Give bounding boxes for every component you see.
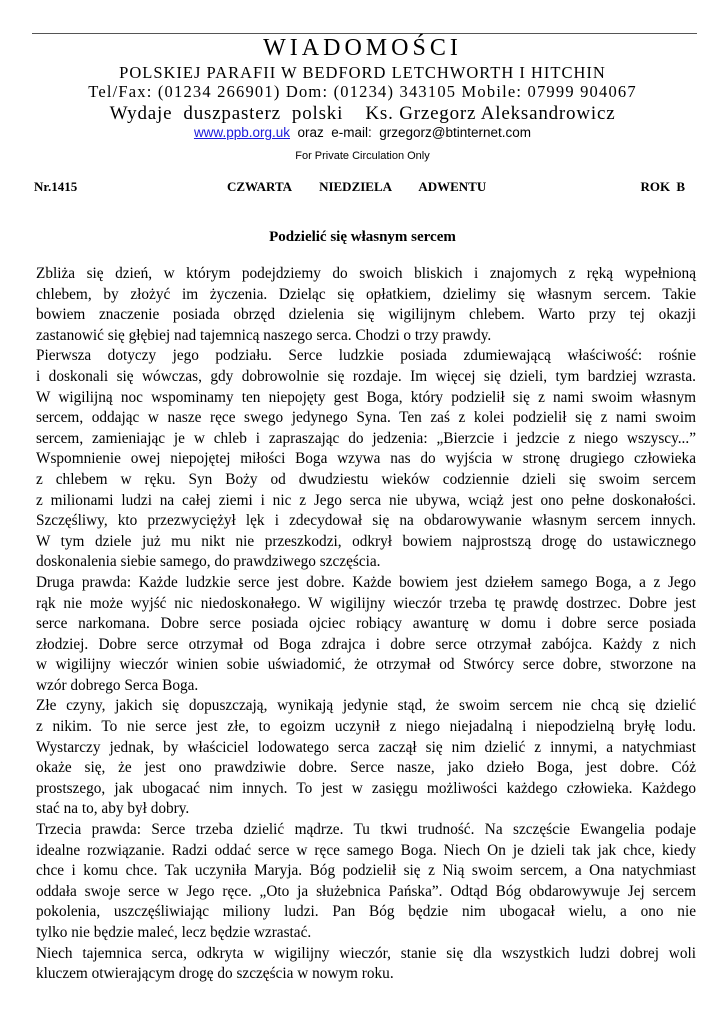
article-line: Druga prawda: Każde ludzkie serce jest dobre. Każde bowiem jest dziełem samego Boga, a z Jego	[36, 573, 696, 591]
article-line: bowiem znaczenie posiada obrzęd dzielenia się wigilijnym chlebem. Warto przy tej okazji	[36, 306, 696, 324]
article-line: idealne rozwiązanie. Radzi oddać serce w ręce samego Boga. Niech On je dzieli tak jak chce, kiedy	[36, 841, 696, 859]
article-line: Trzecia prawda: Serce trzeba dzielić mądrze. Tu tkwi trudność. Na szczęście Ewangelia podaje	[36, 821, 696, 839]
article-line: Pierwsza dotyczy jego podziału. Serce ludzkie posiada zdumiewającą właściwość: rośnie	[36, 347, 696, 365]
article-line: w wigilijny wieczór winien sobie uświadomić, że otrzymał od Stwórcy serce dobre, stworzone na	[36, 656, 696, 674]
contact-line: Tel/Fax: (01234 266901) Dom: (01234) 343105 Mobile: 07999 904067	[88, 82, 637, 101]
article-line: doskonalenia siebie samego, do prawdziwego szczęścia.	[36, 553, 381, 571]
header-rule	[32, 33, 697, 34]
article-line: kluczem otwierającym drogę do szczęścia w nowym roku.	[36, 965, 394, 983]
article-line: tylko nie będzie maleć, lecz będzie wzrastać.	[36, 924, 312, 941]
article-line: rąk nie może wyjść nic niedoskonałego. W wigilijny wieczór trzeba tę prawdę dostrzec. Dobre jest	[36, 594, 696, 612]
article-line: chce i komu chce. Tak uczyniła Maryja. Bóg podzielił się z Nią swoim sercem, a Ona natychmiast	[36, 862, 696, 880]
article-line: Niech tajemnica serca, odkryta w wigilijny wieczór, stanie się dla wszystkich ludzi dobrej woli	[36, 944, 696, 962]
circulation-note: For Private Circulation Only	[295, 150, 430, 162]
article-line: Zbliża się dzień, w którym podejdziemy do swoich bliskich i znajomych z ręką wypełnioną	[36, 265, 696, 282]
newsletter-title: WIADOMOŚCI	[263, 35, 462, 61]
article-line: chlebem, by złożyć im życzenia. Dzieląc się opłatkiem, dzielimy się własnym sercem. Takie	[36, 285, 696, 303]
article-line: zastanowić się głębiej nad tajemnicą naszego serca. Chodzi o trzy prawdy.	[36, 326, 492, 344]
article-line: oddała swoje serce w Jego ręce. „Oto ja służebnica Pańska”. Odtąd Bóg obdarowywuje Jej sercem	[36, 882, 696, 900]
article-line: Wystarczy jednak, by właściciel lodowatego serca zaczął się nim dzielić z innymi, a natychmiast	[36, 738, 696, 756]
article-body	[36, 264, 696, 985]
article-line: Szczęśliwy, kto przezwyciężył lęk i zdecydował się na obdarowywanie własnym sercem innych.	[36, 512, 696, 530]
article-line: okaże się, że jest ono prawdziwie dobre. Serce nasze, jako dzieło Boga, jest dobre. Cóż	[36, 759, 696, 777]
issue-year: ROK B	[640, 179, 685, 194]
article-line: sercem, zamieniając je w chleb i zapraszając do jedzenia: „Bierzcie i jedzcie z niego wszyscy...”	[36, 429, 696, 447]
article-line: serce narkomana. Dobre serce posiada ojciec robiący awanturę w domu i dobre serce posiada	[36, 615, 696, 633]
parish-subtitle: POLSKIEJ PARAFII W BEDFORD LETCHWORTH I HITCHIN	[119, 63, 606, 82]
issue-sunday: CZWARTA NIEDZIELA ADWENTU	[227, 179, 487, 194]
article-line: z milionami ludzi na całej ziemi i nic z Jego serca nie ubywa, wciąż jest ono pełne doskonałości.	[36, 491, 696, 509]
issue-number: Nr.1415	[34, 179, 78, 194]
web-email-line	[0, 125, 725, 140]
article-line: sercem, oddając w nasze ręce swego jedynego Syna. Ten zaś z kolei podzielił się z nami swoim	[36, 409, 696, 427]
website-link[interactable]: www.ppb.org.uk	[193, 125, 290, 140]
article-line: W wigilijną noc wspominamy ten niepojęty gest Boga, który podzielił się z nami swoim własnym	[36, 388, 696, 406]
email-text: oraz e-mail: grzegorz@btinternet.com	[290, 125, 532, 140]
article-line: W tym dziele już mu nikt nie przeszkodzi, odkrył bowiem najprostszą drogę do ustawicznego	[36, 532, 696, 550]
article-line: i doskonali się wówczas, gdy dobrowolnie się rozdaje. Im więcej się dzieli, tym bardziej wzrasta.	[36, 367, 696, 385]
article-line: z nikim. To nie serce jest złe, to egoizm uczynił z niego niejadalną i niepodzielną bryłę lodu.	[36, 718, 696, 736]
article-line: prostszego, jak ubogacać nim innych. To jest w zasięgu możliwości każdego człowieka. Każdego	[36, 779, 696, 797]
publisher-line: Wydaje duszpasterz polski Ks. Grzegorz Aleksandrowicz	[109, 103, 616, 124]
article-line: z chlebem w ręku. Syn Boży od dwudziestu wieków codziennie dzieli się swoim sercem	[36, 470, 696, 488]
article-line: pokolenia, uszczęśliwiając miliony ludzi. Pan Bóg będzie nim ubogacał wielu, a ono nie	[36, 903, 696, 921]
article-title: Podzielić się własnym sercem	[269, 229, 456, 245]
article-line: Złe czyny, jakich się dopuszczają, wynikają jedynie stąd, że swoim sercem nie chcą się dzielić	[36, 697, 696, 715]
article-line: stać na to, aby był dobry.	[36, 800, 190, 818]
article-line: złodziej. Dobre serce otrzymał od Boga zdrajca i dobre serce otrzymał zabójca. Każdy z nich	[36, 635, 696, 653]
article-line: wzór dobrego Serca Boga.	[36, 676, 199, 694]
article-line: Wspomnienie owej niepojętej miłości Boga wzywa nas do wyjścia w stronę drugiego człowieka	[36, 450, 696, 468]
